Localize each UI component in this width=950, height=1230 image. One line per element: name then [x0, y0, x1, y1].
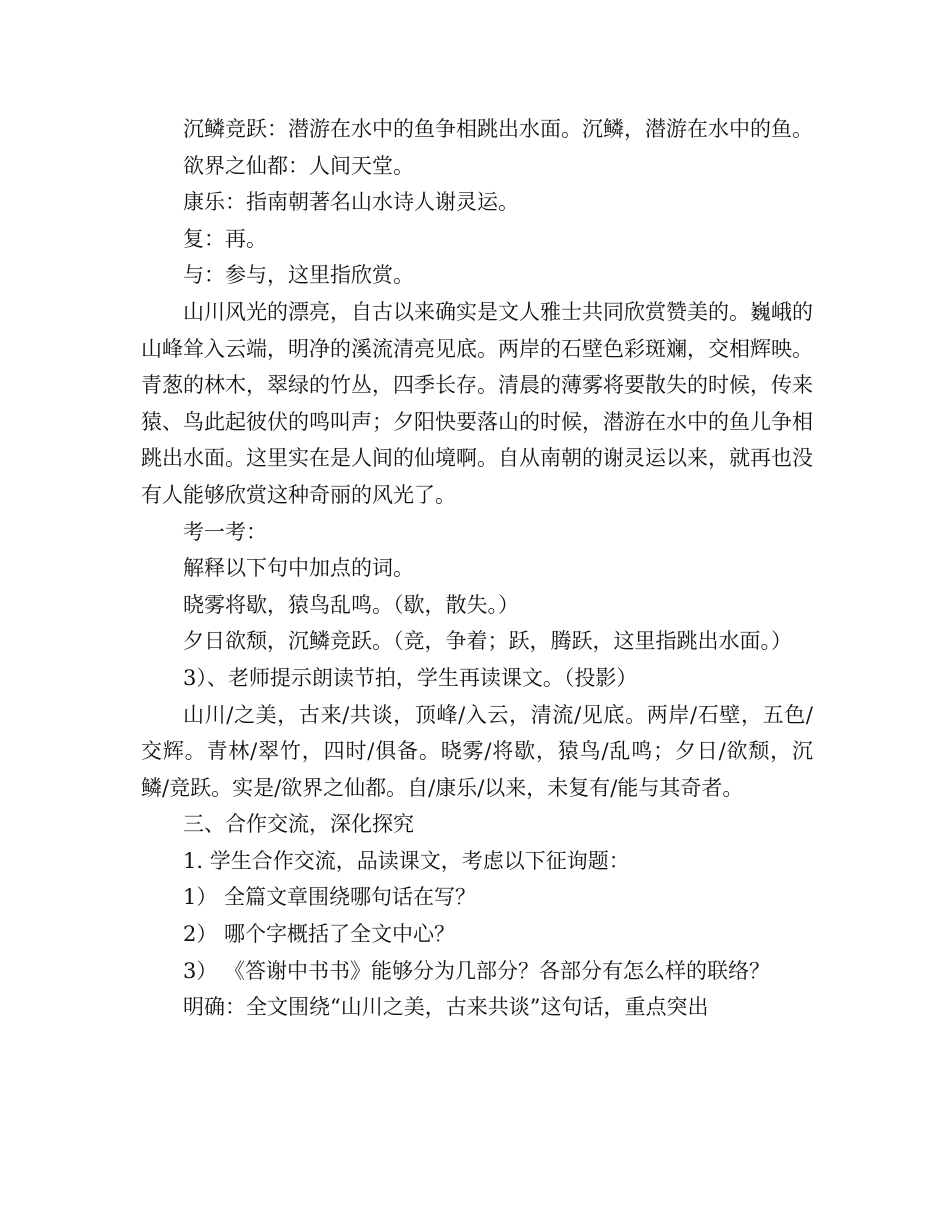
paragraph: 沉鳞竞跃：潜游在水中的鱼争相跳出水面。沉鳞，潜游在水中的鱼。: [183, 117, 813, 141]
document-body: [141, 111, 813, 1026]
paragraph: 明确：全文围绕“山川之美，古来共谈”这句话，重点突出: [183, 995, 709, 1020]
question-item: 3） 《答谢中书书》能够分为几部分？各部分有怎么样的联络？: [183, 958, 771, 983]
paragraph: 与：参与，这里指欣赏。: [183, 263, 414, 288]
paragraph: 1. 学生合作交流，品读课文，考虑以下征询题：: [183, 848, 630, 873]
paragraph: 复：再。: [183, 226, 267, 251]
paragraph: 解释以下句中加点的词。: [183, 556, 414, 581]
paragraph: 晓雾将歇，猿鸟乱鸣。（歇，散失。）: [183, 592, 519, 617]
paragraph: 欲界之仙都：人间天堂。: [183, 153, 414, 178]
paragraph: 夕日欲颓，沉鳞竞跃。（竞，争着；跃，腾跃，这里指跳出水面。）: [183, 629, 792, 654]
question-item: 2） 哪个字概括了全文中心？: [183, 922, 456, 947]
question-item: 1） 全篇文章围绕哪句话在写？: [183, 885, 477, 910]
paragraph: 康乐：指南朝著名山水诗人谢灵运。: [183, 190, 519, 215]
paragraph: 山川风光的漂亮，自古以来确实是文人雅士共同欣赏赞美的。巍峨的山峰耸入云端，明净的溪流清亮见底。两岸的石壁色彩斑斓，交相辉映。青葱的林木，翠绿的竹丛，四季长存。清晨的薄雾将要散失的时候，传来猿、鸟此起彼伏的鸣叫声；夕阳快要落山的时候，潜游在水中的鱼儿争相跳出水面。这里实在是人间的仙境啊。自从南朝的谢灵运以来，就再也没有人能够欣赏这种奇丽的风光了。: [141, 299, 813, 507]
paragraph: 考一考：: [183, 519, 267, 544]
paragraph: 山川/之美，古来/共谈，顶峰/入云，清流/见底。两岸/石壁，五色/交辉。青林/翠竹，四时/俱备。晓雾/将歇，猿鸟/乱鸣；夕日/欲颓，沉鳞/竞跃。实是/欲界之仙都。自/康乐/以来，未复有/能与其奇者。: [141, 702, 813, 800]
paragraph: 3）、老师提示朗读节拍，学生再读课文。（投影）: [183, 665, 638, 690]
section-heading: 三、合作交流，深化探究: [183, 812, 414, 837]
